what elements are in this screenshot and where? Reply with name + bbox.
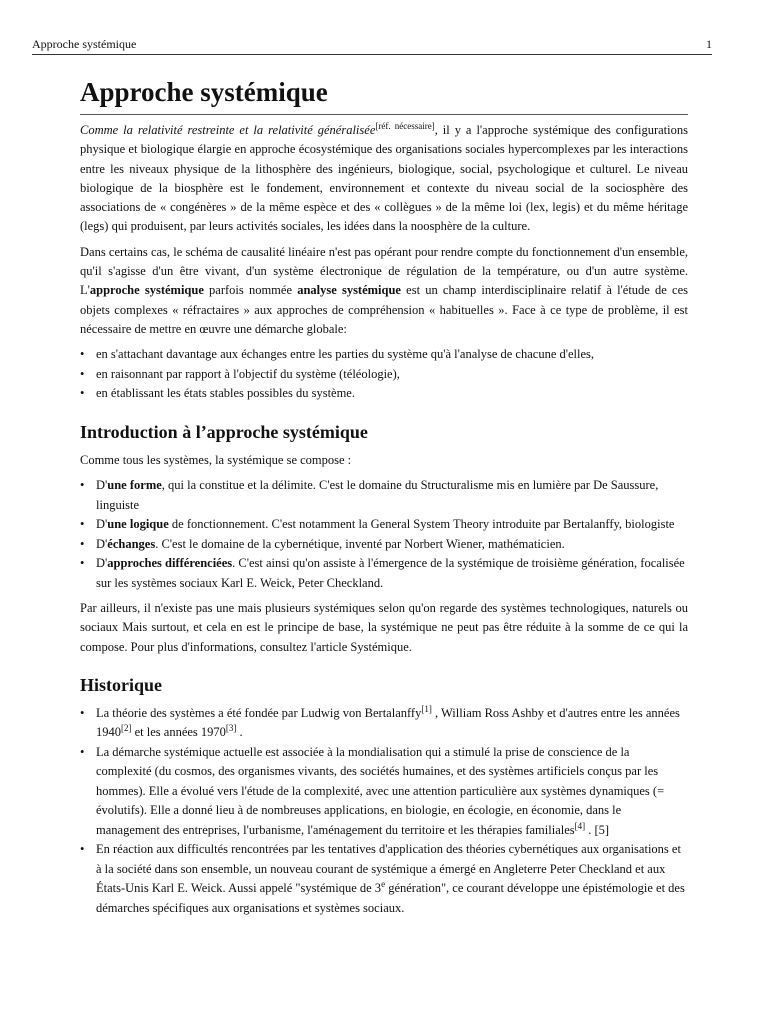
list-item: • La démarche systémique actuelle est associée à la mondialisation qui a stimulé la prise de conscience de la complexité (du cosmos, des organismes vivants, des sociétés humaines, et des systèmes artificiels conçus par les hommes). Elle a évolué vers l'étude de la complexité, avec une attention particulière aux systèmes dynamiques (= évolutifs). Elle a donné lieu à de nombreuses applications, en biologie, en écologie, en économie, dans le management des entreprises, l'urbanisme, l'aménagement du territoire et les thérapies familiales[4] . [5] (80, 743, 688, 841)
definition-paragraph: Dans certains cas, le schéma de causalité linéaire n'est pas opérant pour rendre compte du fonctionnement d'un ensemble, qu'il s'agisse d'un être vivant, d'un système électronique de régulation de la température, ou d'un autre système. L'approche systémique parfois nommée analyse systémique est un champ interdisciplinaire relatif à l'étude de ces objets complexes « réfractaires » aux approches de compréhension « habituelles ». Face à ce type de problème, il est nécessaire de mettre en œuvre une démarche globale: (80, 244, 688, 336)
history-list (80, 704, 688, 919)
list-item: • D'une logique de fonctionnement. C'est notamment la General System Theory introduite par Bertalanffy, biologiste (80, 515, 688, 535)
closing-paragraph: Par ailleurs, il n'existe pas une mais plusieurs systémiques selon qu'on regarde des systèmes technologiques, naturels ou sociaux Mais surtout, et cela en est le principe de base, la systémique ne peut pas être réduite à la somme de ce qui la compose. Pour plus d'informations, consultez l'article Systémique. (80, 601, 688, 654)
reference-link[interactable]: [2] (121, 723, 132, 734)
intro-italic: Comme la relativité restreinte et la relativité généralisée (80, 123, 376, 137)
reference-link[interactable]: [4] (574, 820, 586, 831)
term-analyse-systemique: analyse systémique (297, 283, 401, 298)
list-item: • La théorie des systèmes a été fondée par Ludwig von Bertalanffy[1] , William Ross Ashby et d'autres entre les années 1940[2] et les années 1970[3] . (80, 704, 688, 743)
section-heading-introduction: Introduction à l’approche systémique (80, 421, 368, 442)
list-item: • en s'attachant davantage aux échanges entre les parties du système qu'à l'analyse de chacune d'elles, (80, 345, 688, 365)
reference-link[interactable]: [1] (421, 703, 432, 714)
term-approche-systemique: approche systémique (89, 283, 204, 298)
intro-paragraph: Comme la relativité restreinte et la relativité généralisée[réf. nécessaire], il y a l'approche systémique des configurations physique et biologique élargie en approche écosystémique des organisations sociales hypercomplexes par les interactions entre les niveaux physique de la lithosphère des ingénieurs, biologique, social, psychologique et culturel. Le niveau biologique de la biosphère est le fondement, environnement et contexte du niveau social de la sociosphère des associations de « congénères » de la même espèce et des « collègues » de la même loi (lex, legis) et du même héritage (legs) qui produisent, par leurs activités sociales, les idées dans la noosphère de la culture. (80, 121, 688, 234)
list-item: • D'une forme, qui la constitue et la délimite. C'est le domaine du Structuralisme mis en lumière par De Saussure, linguiste (80, 476, 688, 515)
article-body (80, 74, 688, 924)
components-list (80, 476, 688, 593)
list-item: • en raisonnant par rapport à l'objectif du système (téléologie), (80, 365, 688, 385)
approach-list (80, 345, 688, 404)
list-item: • D'échanges. C'est le domaine de la cybernétique, inventé par Norbert Wiener, mathématicien. (80, 535, 688, 555)
running-header (32, 37, 712, 55)
list-item: • en établissant les états stables possibles du système. (80, 384, 688, 404)
list-item: • En réaction aux difficultés rencontrées par les tentatives d'application des théories cybernétiques aux organisations et à la société dans son ensemble, un nouveau courant de systémique a émergé en Angleterre Peter Checkland et aux États-Unis Karl E. Weick. Aussi appelé "systémique de 3e génération", ce courant développe une épistémologie et des démarches spécifiques aux organisations et systèmes sociaux. (80, 840, 688, 918)
citation-needed-link[interactable]: [réf. nécessaire] (375, 121, 435, 131)
running-header-title: Approche systémique (32, 37, 137, 51)
section-heading-historique: Historique (80, 674, 163, 695)
page-number: 1 (706, 37, 712, 51)
page-title: Approche systémique (80, 74, 688, 115)
reference-link[interactable]: [3] (225, 723, 237, 734)
section-lead: Comme tous les systèmes, la systémique se compose : (80, 452, 352, 467)
list-item: • D'approches différenciées. C'est ainsi qu'on assiste à l'émergence de la systémique de troisième génération, focalisée sur les systèmes sociaux Karl E. Weick, Peter Checkland. (80, 554, 688, 593)
